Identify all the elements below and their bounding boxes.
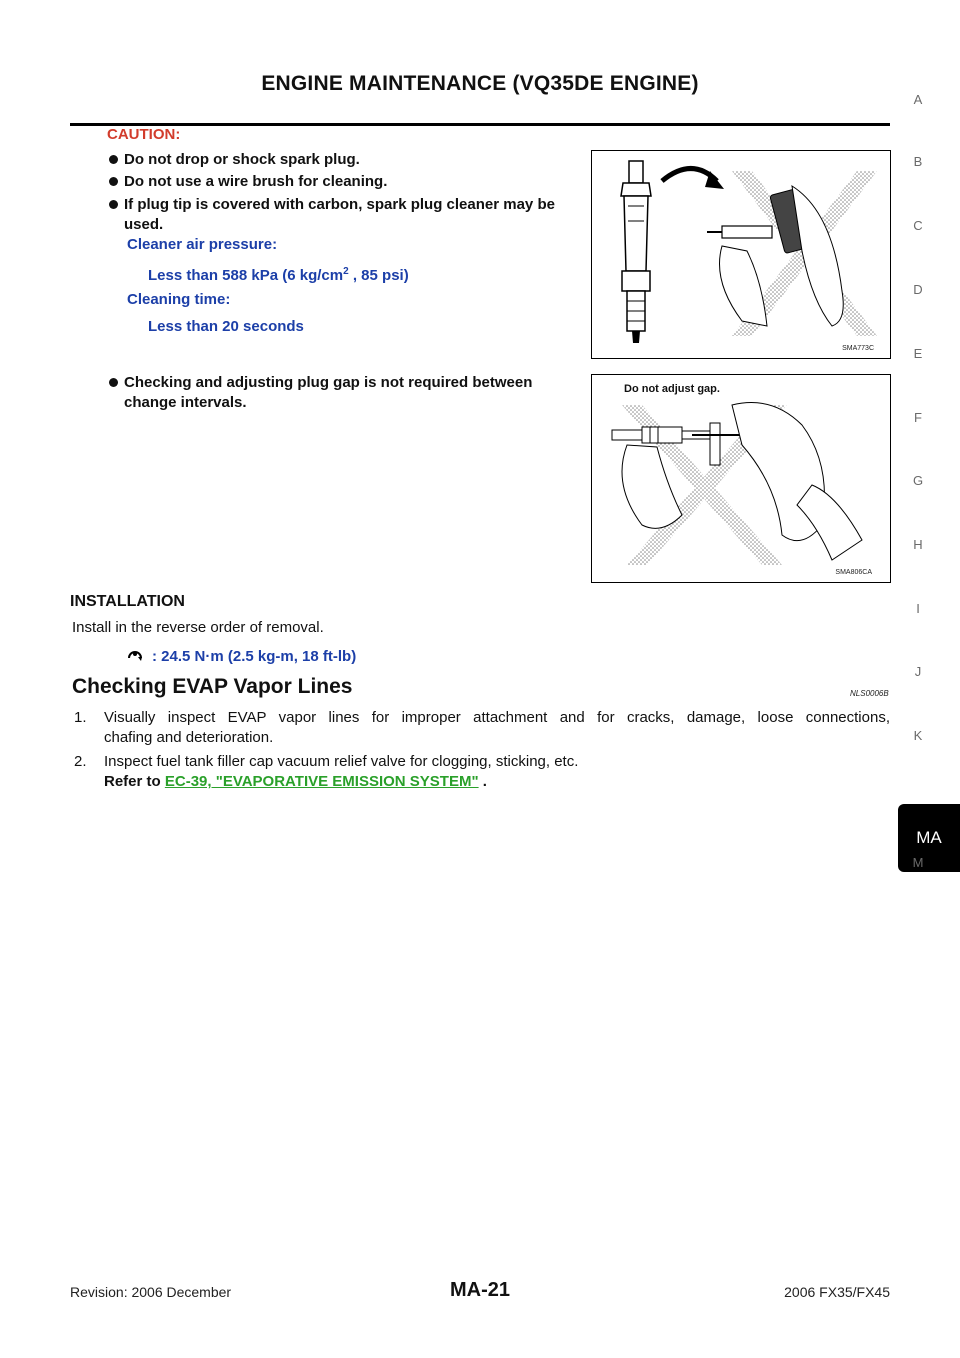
sidebar-item-j[interactable]: J [914, 664, 922, 679]
sidebar-item-m[interactable]: M [912, 855, 924, 870]
torque-wrench-icon [126, 645, 144, 663]
caution-bullet: Do not drop or shock spark plug. [124, 150, 584, 170]
sidebar-item-c[interactable]: C [913, 218, 923, 233]
caution-bullet: Checking and adjusting plug gap is not required between change intervals. [124, 373, 589, 413]
bullet-icon [109, 378, 118, 387]
spec-pressure-value: Less than 588 kPa (6 $kg/cm^2$ , 85 psi) [148, 266, 409, 284]
step-number: 2. [74, 753, 87, 770]
sidebar-item-b[interactable]: B [913, 154, 923, 169]
caution-bullet: Do not use a wire brush for cleaning. [124, 172, 584, 192]
bullet-icon [109, 200, 118, 209]
installation-heading: INSTALLATION [70, 593, 185, 610]
caution-label: CAUTION: [107, 126, 181, 143]
bullet-icon [109, 155, 118, 164]
step-2-line-1: Inspect fuel tank filler cap vacuum relief valve for clogging, sticking, etc. [104, 753, 579, 770]
sidebar-item-f[interactable]: F [914, 410, 922, 425]
spark-plug-illustration [592, 151, 890, 358]
installation-text: Install in the reverse order of removal. [72, 619, 324, 636]
torque-spec: : 24.5 N·m (2.5 kg-m, 18 ft-lb) [152, 648, 357, 665]
header-rule [70, 123, 890, 126]
spec-time-label: Cleaning time: [127, 291, 231, 308]
reference-link[interactable]: EC-39, "EVAPORATIVE EMISSION SYSTEM" [164, 773, 479, 790]
step-1-line-1: Visually inspect EVAP vapor lines for improper attachment and for cracks, damage, loose connections, [104, 709, 890, 726]
footer-revision: Revision: 2006 December [70, 1284, 232, 1300]
caution-bullet: If plug tip is covered with carbon, spark plug cleaner may be used. [124, 195, 589, 235]
sidebar-item-g[interactable]: G [912, 473, 924, 488]
sidebar-item-h[interactable]: H [913, 537, 923, 552]
figure-do-not-adjust-gap [591, 374, 891, 583]
step-1-line-2: chafing and deterioration. [104, 729, 274, 746]
page-title: ENGINE MAINTENANCE (VQ35DE ENGINE) [261, 72, 699, 95]
figure-id-label: SMA806CA [835, 569, 872, 576]
step-2-refer: Refer to EC-39, "EVAPORATIVE EMISSION SYSTEM" . [104, 773, 487, 790]
figure-spark-plug-cleaning [591, 150, 891, 359]
footer-model: 2006 FX35/FX45 [784, 1284, 890, 1300]
sidebar-item-i[interactable]: I [916, 601, 920, 616]
spec-time-value: Less than 20 seconds [148, 318, 304, 335]
plug-gap-illustration [592, 375, 890, 582]
sidebar-item-a[interactable]: A [913, 92, 923, 107]
sidebar-item-e[interactable]: E [913, 346, 923, 361]
section-heading-evap: Checking EVAP Vapor Lines [72, 675, 353, 698]
bullet-icon [109, 177, 118, 186]
sidebar-item-d[interactable]: D [913, 282, 923, 297]
sidebar-item-k[interactable]: K [913, 728, 923, 743]
figure-id-label: SMA773C [842, 345, 874, 352]
figure-caption: Do not adjust gap. [624, 383, 720, 395]
section-code: NLS0006B [850, 689, 889, 698]
footer-page-number: MA-21 [449, 1279, 510, 1301]
sidebar-item-ma-active[interactable]: MA [898, 804, 960, 872]
step-number: 1. [74, 709, 87, 726]
spec-pressure-label: Cleaner air pressure: [127, 236, 278, 253]
